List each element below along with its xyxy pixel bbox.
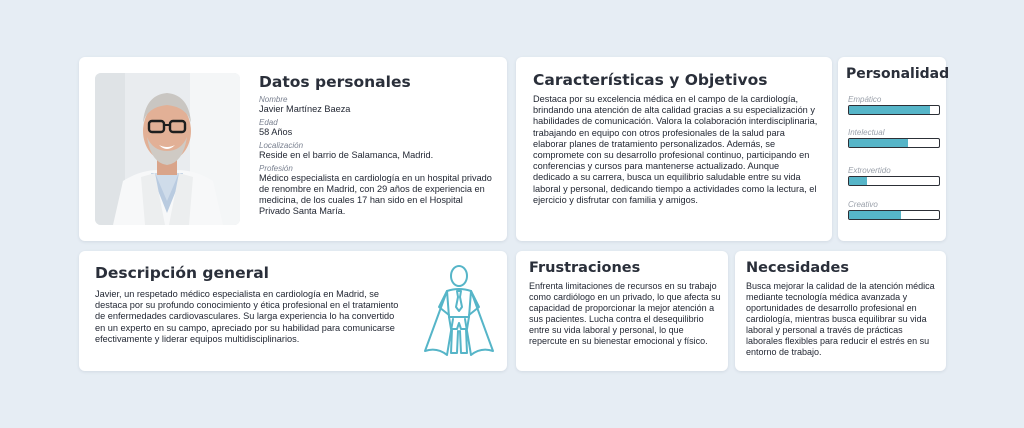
- personal-data-title: Datos personales: [259, 73, 411, 91]
- field-label: Profesión: [259, 164, 293, 173]
- trait-bar: [848, 105, 940, 115]
- frustrations-title: Frustraciones: [529, 260, 641, 276]
- field-profession: [259, 164, 495, 217]
- field-location: [259, 141, 495, 161]
- field-label: Nombre: [259, 95, 288, 104]
- trait-fill: [849, 106, 930, 114]
- trait-creativo: [848, 200, 940, 220]
- characteristics-card: [516, 57, 832, 241]
- overview-title: Descripción general: [95, 264, 269, 282]
- overview-card: [79, 251, 507, 371]
- trait-extrovertido: [848, 166, 940, 186]
- trait-fill: [849, 211, 901, 219]
- overview-text: Javier, un respetado médico especialista en cardiología en Madrid, se destaca por su profundo conocimiento y ética profesional en el tratamiento de enfermedades cardiovasculares. Su larga experiencia lo ha convertido en un experto en su campo, apreciado por su habilidad para comunicarse efectivamente y liderar equipos multidisciplinarios.: [95, 289, 399, 344]
- trait-label: Empático: [848, 95, 882, 104]
- superhero-icon: [417, 263, 501, 361]
- field-label: Localización: [259, 141, 304, 150]
- trait-label: Creativo: [848, 200, 878, 209]
- personal-data-card: [79, 57, 507, 241]
- personality-card: [838, 57, 950, 241]
- characteristics-text: Destaca por su excelencia médica en el campo de la cardiología, brindando una atención de alta calidad gracias a su especialización y habilidades de comunicación. Valora la colaboración interdisciplinaria, trabajando en equipo con otros profesionales de la salud para elaborar planes de tratamiento personalizados. Además, se compromete con su desarrollo profesional continuo, participando en conferencias y cursos para mantenerse actualizado. Aunque dedicado a su carrera, busca un equilibrio saludable entre su vida laboral y personal, dedicando tiempo a actividades como la lectura, el ejercicio y disfrutar con familia y amigos.: [533, 94, 818, 205]
- trait-intelectual: [848, 128, 940, 148]
- field-value: Médico especialista en cardiología en un hospital privado de renombre en Madrid, con 29 años de experiencia en medicina, de los cuales 17 han sido en el Hospital Privado Santa María.: [259, 173, 492, 216]
- trait-empatico: [848, 95, 940, 115]
- characteristics-title: Características y Objetivos: [533, 71, 768, 89]
- personal-fields: [259, 95, 495, 220]
- personality-title: Personalidad: [846, 66, 950, 82]
- trait-label: Intelectual: [848, 128, 885, 137]
- needs-card: [735, 251, 946, 371]
- trait-bar: [848, 210, 940, 220]
- field-value: Reside en el barrio de Salamanca, Madrid.: [259, 150, 434, 160]
- field-name: [259, 95, 495, 115]
- needs-text: Busca mejorar la calidad de la atención médica mediante tecnología médica avanzada y oportunidades de desarrollo profesional en cardiología, mientras busca equilibrar su vida laboral y personal a través de prácticas laborales flexibles para reducir el estrés en su entorno de trabajo.: [746, 281, 935, 357]
- trait-fill: [849, 139, 908, 147]
- trait-label: Extrovertido: [848, 166, 891, 175]
- trait-fill: [849, 177, 867, 185]
- field-value: 58 Años: [259, 127, 293, 137]
- trait-bar: [848, 176, 940, 186]
- field-age: [259, 118, 495, 138]
- field-value: Javier Martínez Baeza: [259, 104, 351, 114]
- frustrations-text: Enfrenta limitaciones de recursos en su trabajo como cardiólogo en un privado, lo que afecta su capacidad de proporcionar la mejor atención a sus pacientes. Lucha contra el desequilibrio entre su vida laboral y personal, lo que repercute en su bienestar emocional y físico.: [529, 281, 721, 346]
- trait-bar: [848, 138, 940, 148]
- doctor-photo: [95, 73, 240, 225]
- frustrations-card: [516, 251, 728, 371]
- needs-title: Necesidades: [746, 260, 850, 276]
- field-label: Edad: [259, 118, 278, 127]
